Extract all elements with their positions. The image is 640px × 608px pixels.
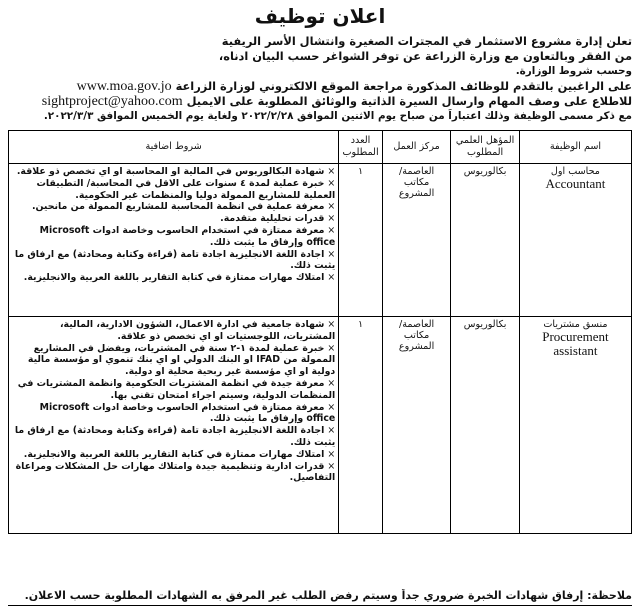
qualification-cell: بكالوريوس: [451, 317, 520, 534]
intro-line-4-text: على الراغبين بالتقدم للوظائف المذكورة مراجعة الموقع الالكتروني لوزارة الزراعة: [175, 79, 632, 93]
intro-line-1: تعلن إدارة مشروع الاستثمار في المجترات الصغيرة وانتشال الأسر الريفية: [221, 34, 632, 48]
table-header-row: [9, 131, 632, 164]
header-job-title: اسم الوظيفة: [519, 131, 631, 164]
requirement-item: × معرفة جيدة في انظمة المشتريات الحكومية وانظمة المشتريات في المنظمات الدولية، وسيتم اجراء امتحان تقني بها.: [12, 378, 335, 402]
requirements-cell: [9, 317, 339, 534]
vacancies-table: [8, 130, 632, 534]
page-title: اعلان توظيف: [254, 4, 386, 28]
requirement-item: × شهادة جامعية في ادارة الاعمال، الشؤون الادارية، المالية، المشتريات، اللوجستيات او اي تخصص ذو علاقة.: [12, 319, 335, 343]
requirement-item: × قدرات تحليلية متقدمة.: [12, 213, 335, 225]
work-center-cell: العاصمة/ مكاتب المشروع: [382, 164, 451, 317]
intro-line-5-text: للاطلاع على وصف المهام وارسال السيرة الذاتية والوثائق المطلوبة على الايميل: [186, 94, 632, 108]
job-title-cell: [519, 317, 631, 534]
intro-line-2: من الفقر وبالتعاون مع وزارة الزراعة عن توفر الشواغر حسب البيان ادناه،: [218, 49, 632, 63]
job-title-cell: [519, 164, 631, 317]
requirement-item: × قدرات ادارية وتنظيمية جيدة وامتلاك مهارات حل المشكلات ومراعاة التفاصيل.: [12, 461, 335, 485]
requirement-item: × خبرة عملية لمدة ٤ سنوات على الاقل في المحاسبة/ التطبيقات العملية للمشاريع الممولة دوليا والمنظمات غير الحكومية.: [12, 178, 335, 202]
header-work-center: مركز العمل: [382, 131, 451, 164]
qualification-cell: بكالوريوس: [451, 164, 520, 317]
intro-line-3: وحسب شروط الوزارة.: [515, 65, 632, 77]
footnote: ملاحظة: إرفاق شهادات الخبرة ضروري جداً وسيتم رفض الطلب غير المرفق به الشهادات المطلوبة حسب الاعلان.: [24, 589, 632, 602]
header-requirements: شروط اضافية: [9, 131, 339, 164]
requirement-item: × اجادة اللغة الانجليزية اجادة تامة (قراءة وكتابة ومحادثة) مع ارفاق ما يثبت ذلك.: [12, 425, 335, 449]
job-title-arabic: منسق مشتريات: [543, 319, 608, 330]
requirement-item: × اجادة اللغة الانجليزية اجادة تامة (قراءة وكتابة ومحادثة) مع ارفاق ما يثبت ذلك.: [12, 249, 335, 273]
job-title-english: Accountant: [545, 176, 606, 191]
requirements-list: [12, 319, 335, 484]
bottom-divider: [8, 605, 632, 606]
count-cell: ١: [339, 164, 383, 317]
requirements-cell: [9, 164, 339, 317]
job-title-arabic: محاسب اول: [550, 166, 600, 177]
header-qualification: المؤهل العلمي المطلوب: [451, 131, 520, 164]
requirement-item: × شهادة البكالوريوس في المالية او المحاسبة او اي تخصص ذو علاقة.: [12, 166, 335, 178]
requirement-item: × امتلاك مهارات ممتازة في كتابة التقارير باللغة العربية والانجليزية.: [12, 272, 335, 284]
work-center-cell: العاصمة/ مكاتب المشروع: [382, 317, 451, 534]
requirement-item: × خبرة عملية لمدة ١-٢ سنة في المشتريات، ويفضل في المشاريع الممولة من IFAD او البنك الدولي او اي بنك تنموي او مؤسسة مالية دولية او اي مؤسسة غير ربحية محلية او دولية.: [12, 343, 335, 378]
requirements-list: [12, 166, 335, 284]
requirement-item: × امتلاك مهارات ممتازة في كتابة التقارير باللغة العربية والانجليزية.: [12, 449, 335, 461]
intro-text: [8, 34, 632, 124]
table-row: [9, 317, 632, 534]
intro-line-5: [8, 94, 632, 109]
count-cell: ١: [339, 317, 383, 534]
requirement-item: × معرفة ممتازة في استخدام الحاسوب وخاصة ادوات Microsoft office وإرفاق ما يثبت ذلك.: [12, 402, 335, 426]
requirement-item: × معرفة عملية في انظمة المحاسبة للمشاريع الممولة من مانحين.: [12, 201, 335, 213]
intro-line-4: [8, 79, 632, 94]
ministry-website-link[interactable]: www.moa.gov.jo: [76, 79, 172, 94]
header-count: العدد المطلوب: [339, 131, 383, 164]
intro-line-6: مع ذكر مسمى الوظيفة وذلك اعتباراً من صباح يوم الاثنين الموافق ٢٠٢٢/٢/٢٨ ولغاية يوم الخميس الموافق ٢٠٢٢/٣/٣.: [43, 110, 632, 122]
application-email-link[interactable]: sightproject@yahoo.com: [41, 94, 183, 109]
job-title-english: Procurement assistant: [542, 329, 609, 358]
requirement-item: × معرفة ممتازة في استخدام الحاسوب وخاصة ادوات Microsoft office وإرفاق ما يثبت ذلك.: [12, 225, 335, 249]
table-row: [9, 164, 632, 317]
